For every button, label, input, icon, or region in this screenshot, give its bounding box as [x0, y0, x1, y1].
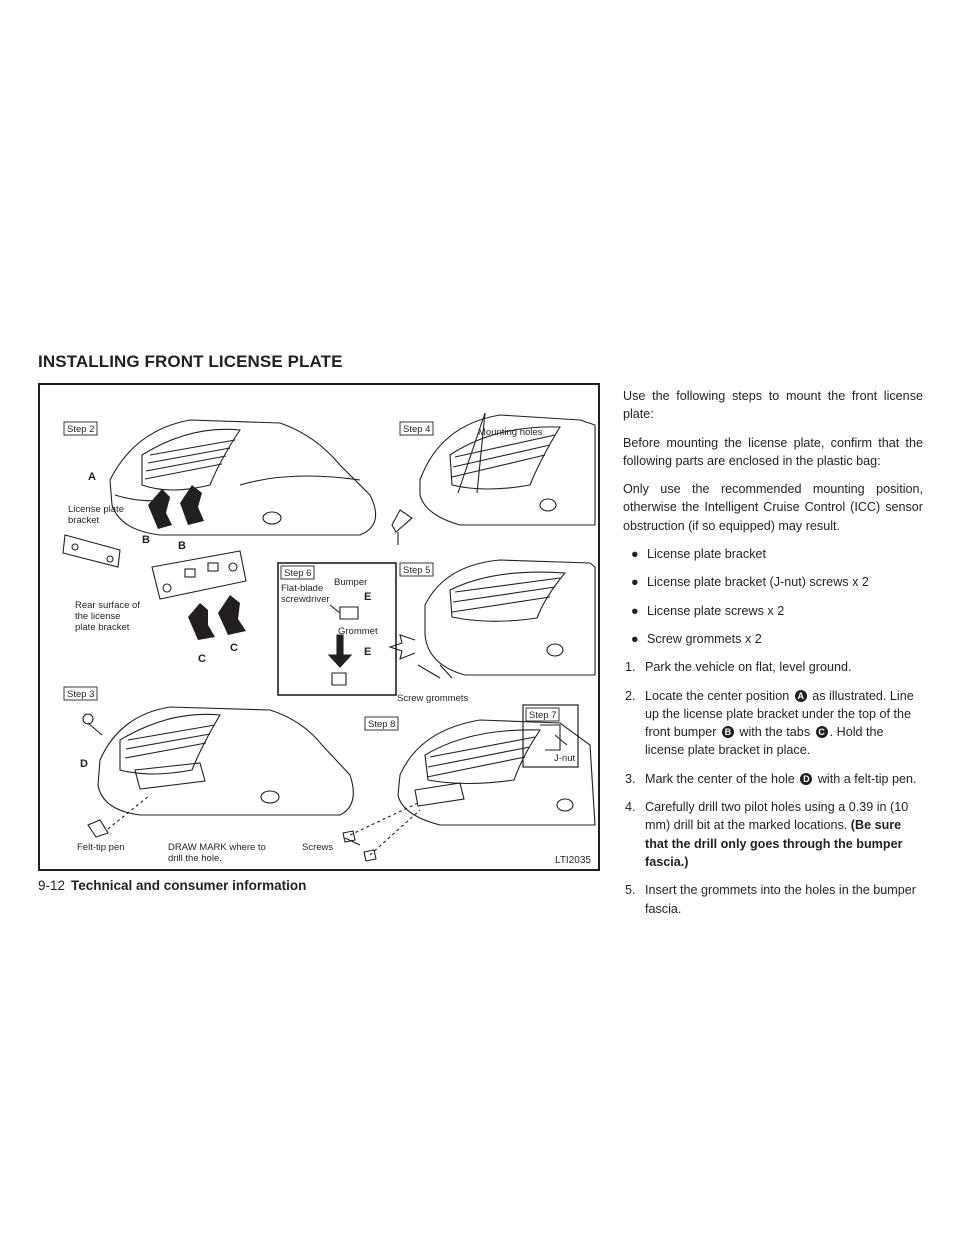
j-nut-label: J-nut — [554, 753, 576, 764]
rear-surface-label-2: the license — [75, 611, 121, 622]
section-heading: INSTALLING FRONT LICENSE PLATE — [38, 352, 343, 371]
installation-illustration — [38, 383, 600, 871]
list-item: ● License plate bracket (J-nut) screws x 2 — [623, 573, 923, 591]
letter-d: D — [80, 758, 88, 770]
confirm-paragraph: Before mounting the license plate, confirm that the following parts are enclosed in the plastic bag: — [623, 435, 923, 468]
letter-d-icon: D — [800, 773, 812, 785]
list-item: ● License plate bracket — [623, 545, 923, 563]
step6-drawing — [329, 605, 358, 685]
instructions-column — [623, 387, 923, 928]
warning-paragraph: Only use the recommended mounting position, otherwise the Intelligent Cruise Control (ICC) sensor obstruction (if so equipped) may result. — [623, 482, 923, 533]
step-item-1: 1. Park the vehicle on flat, level ground. — [625, 660, 852, 675]
j-nut-drawing — [540, 725, 560, 750]
screws-label: Screws — [302, 842, 334, 853]
letter-e-2: E — [364, 646, 372, 658]
step-item-3: 3. Mark the center of the hole D with a felt-tip pen. — [625, 771, 917, 786]
figure-code: LTI2035 — [555, 855, 591, 866]
mounting-holes-label: Mounting holes — [478, 427, 543, 438]
felt-tip-pen-label: Felt-tip pen — [77, 842, 125, 853]
letter-a: A — [88, 471, 96, 483]
letter-e-1: E — [364, 591, 372, 603]
letter-a-icon: A — [795, 690, 807, 702]
rear-surface-label-3: plate bracket — [75, 622, 130, 633]
bullet-icon: ● — [631, 631, 639, 646]
intro-paragraph: Use the following steps to mount the front license plate: — [623, 389, 923, 422]
bullet-icon: ● — [631, 603, 639, 618]
letter-c-2: C — [230, 642, 238, 654]
step8-car-drawing — [343, 720, 595, 861]
step-item-5: 5. Insert the grommets into the holes in the bumper fascia. — [625, 883, 916, 916]
step8-label: Step 8 — [368, 719, 396, 730]
bullet-icon: ● — [631, 575, 639, 590]
list-item: ● License plate screws x 2 — [623, 602, 923, 620]
step5-label: Step 5 — [403, 565, 431, 576]
screw-grommets-label: Screw grommets — [397, 693, 469, 704]
bullet-icon: ● — [631, 547, 639, 562]
section-title: Technical and consumer information — [71, 878, 307, 893]
letter-c-1: C — [198, 653, 206, 665]
letter-c-icon: C — [816, 726, 828, 738]
flat-blade-label-1: Flat-blade — [281, 583, 324, 594]
step2-car-drawing — [110, 420, 376, 535]
step2-label: Step 2 — [67, 424, 95, 435]
letter-b-1: B — [142, 534, 150, 546]
step4-label: Step 4 — [403, 424, 431, 435]
rear-surface-label-1: Rear surface of — [75, 600, 140, 611]
draw-mark-label-2: drill the hole. — [168, 853, 222, 864]
flat-blade-label-2: screwdriver — [281, 594, 330, 605]
page-number: 9-12 — [38, 878, 66, 893]
step7-label: Step 7 — [529, 710, 557, 721]
page-footer — [38, 878, 306, 893]
list-item: ● Screw grommets x 2 — [623, 630, 923, 648]
license-plate-bracket-label-1: License plate — [68, 504, 124, 515]
letter-b-2: B — [178, 540, 186, 552]
illustration-drawing — [40, 385, 598, 869]
draw-mark-label-1: DRAW MARK where to — [168, 842, 266, 853]
step6-label: Step 6 — [284, 568, 312, 579]
step-labels — [64, 422, 559, 730]
parts-list — [623, 545, 923, 648]
step3-car-drawing — [83, 707, 353, 837]
step2-bracket-drawing — [63, 535, 246, 599]
steps-list — [623, 658, 923, 918]
grommet-label: Grommet — [338, 626, 378, 637]
step5-car-drawing — [390, 560, 595, 678]
bumper-label: Bumper — [334, 577, 368, 588]
license-plate-bracket-label-2: bracket — [68, 515, 100, 526]
step3-label: Step 3 — [67, 689, 95, 700]
callout-labels — [68, 427, 575, 864]
direction-arrows — [148, 485, 246, 640]
letter-b-icon: B — [722, 726, 734, 738]
step-item-2: 2. Locate the center position A as illustrated. Line up the license plate bracket under the top of the front bumper B with the tabs C . Hold the license plate bracket in place. — [625, 688, 914, 758]
step-item-4: 4. Carefully drill two pilot holes using a 0.39 in (10 mm) drill bit at the marked locations. (Be sure that the drill only goes through the bumper fascia.) — [625, 800, 909, 869]
